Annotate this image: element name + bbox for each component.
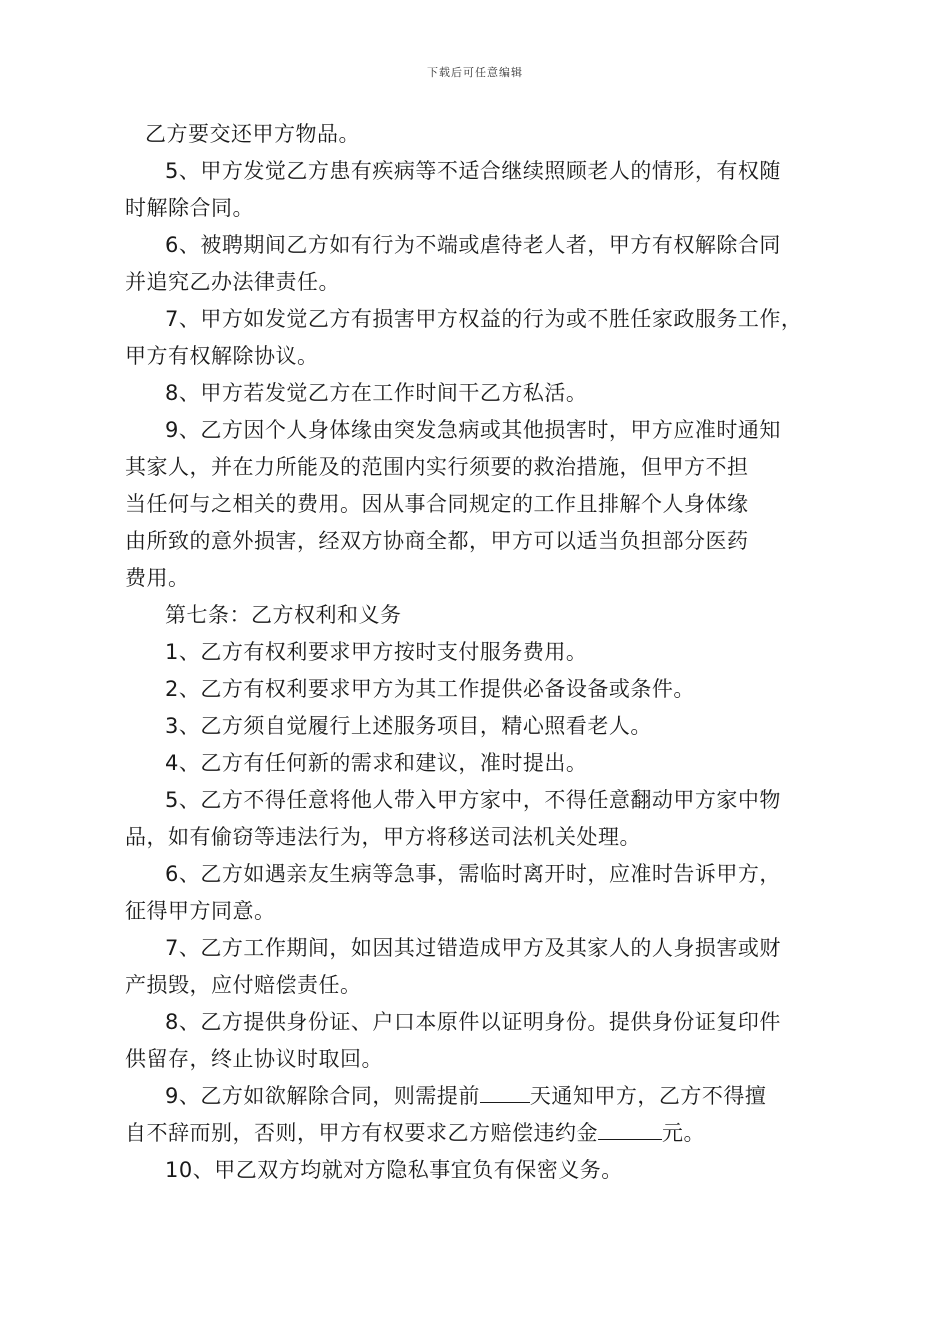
text-line: 8、甲方若发觉乙方在工作时间干乙方私活。	[165, 381, 588, 405]
text-line	[125, 1115, 810, 1152]
text-line: 甲方有权解除协议。	[125, 344, 319, 368]
clause-8-party-b	[125, 1004, 810, 1078]
clause-9-party-a	[125, 412, 810, 597]
text-line: 5、乙方不得任意将他人带入甲方家中，不得任意翻动甲方家中物	[165, 788, 781, 812]
text-line: 费用。	[125, 566, 190, 590]
text-line: 6、乙方如遇亲友生病等急事，需临时离开时，应准时告诉甲方，	[165, 862, 781, 886]
text-line: 当任何与之相关的费用。因从事合同规定的工作且排解个人身体缘	[125, 492, 749, 516]
clause-6-party-b	[125, 856, 810, 930]
text-segment: 元。	[662, 1121, 705, 1145]
text-line: 品，如有偷窃等违法行为，甲方将移送司法机关处理。	[125, 825, 641, 849]
clause-2-party-b	[145, 671, 810, 708]
text-segment: 9、乙方如欲解除合同，则需提前	[165, 1084, 480, 1108]
page-header: 下载后可任意编辑	[427, 66, 523, 79]
clause-1-party-b	[145, 634, 810, 671]
text-line: 7、甲方如发觉乙方有损害甲方权益的行为或不胜任家政服务工作，	[165, 307, 803, 331]
text-line: 8、乙方提供身份证、户口本原件以证明身份。提供身份证复印件	[165, 1010, 781, 1034]
text-segment: 自不辞而别，否则，甲方有权要求乙方赔偿违约金	[125, 1121, 598, 1145]
text-line: 产损毁，应付赔偿责任。	[125, 973, 362, 997]
penalty-amount-blank	[598, 1119, 662, 1140]
paragraph-continuation	[145, 116, 810, 153]
clause-10-confidentiality	[145, 1152, 810, 1189]
document-body	[125, 116, 810, 1189]
text-line: 3、乙方须自觉履行上述服务项目，精心照看老人。	[165, 714, 652, 738]
text-line: 2、乙方有权利要求甲方为其工作提供必备设备或条件。	[165, 677, 695, 701]
clause-5-party-b	[125, 782, 810, 856]
clause-7-party-b	[125, 930, 810, 1004]
text-line: 并追究乙办法律责任。	[125, 270, 340, 294]
text-line: 5、甲方发觉乙方患有疾病等不适合继续照顾老人的情形，有权随	[165, 159, 781, 183]
text-line: 乙方要交还甲方物品。	[145, 122, 360, 146]
text-line: 6、被聘期间乙方如有行为不端或虐待老人者，甲方有权解除合同	[165, 233, 781, 257]
clause-8-party-a	[145, 375, 810, 412]
text-line: 供留存，终止协议时取回。	[125, 1047, 383, 1071]
text-line: 由所致的意外损害，经双方协商全都，甲方可以适当负担部分医药	[125, 529, 749, 553]
text-line: 10、甲乙双方均就对方隐私事宜负有保密义务。	[165, 1158, 623, 1182]
text-line: 征得甲方同意。	[125, 899, 276, 923]
text-segment: 天通知甲方，乙方不得擅	[529, 1084, 767, 1108]
article-7-heading	[145, 597, 810, 634]
text-line: 时解除合同。	[125, 196, 254, 220]
text-line: 1、乙方有权利要求甲方按时支付服务费用。	[165, 640, 588, 664]
clause-3-party-b	[145, 708, 810, 745]
clause-6-party-a	[125, 227, 810, 301]
text-line: 7、乙方工作期间，如因其过错造成甲方及其家人的人身损害或财	[165, 936, 781, 960]
clause-4-party-b	[145, 745, 810, 782]
text-line	[145, 1078, 810, 1115]
clause-7-party-a	[125, 301, 810, 375]
clause-5-party-a	[125, 153, 810, 227]
notice-days-blank	[480, 1082, 530, 1103]
clause-9-party-b	[125, 1078, 810, 1152]
text-line: 其家人，并在力所能及的范围内实行须要的救治措施，但甲方不担	[125, 455, 749, 479]
text-line: 4、乙方有任何新的需求和建议，准时提出。	[165, 751, 588, 775]
text-line: 9、乙方因个人身体缘由突发急病或其他损害时，甲方应准时通知	[165, 418, 781, 442]
text-line: 第七条：乙方权利和义务	[165, 603, 402, 627]
